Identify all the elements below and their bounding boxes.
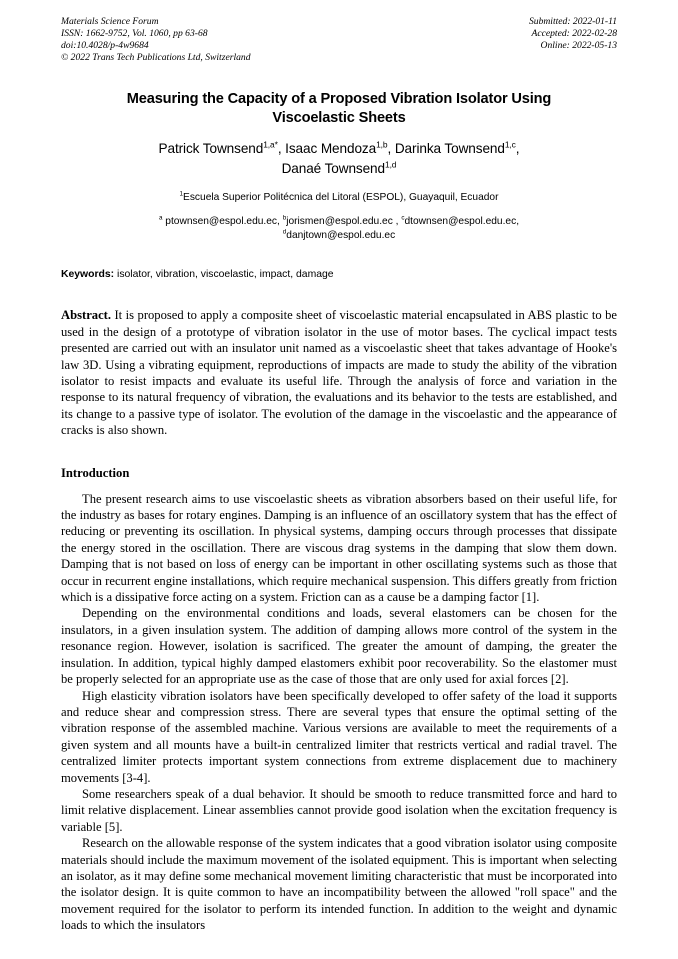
email-marker-c: c	[401, 214, 405, 222]
email-marker-b: b	[282, 214, 287, 222]
author-sep-2: , Darinka Townsend	[387, 141, 505, 157]
keywords-label: Keywords:	[61, 269, 115, 281]
author-name-1: Patrick Townsend	[158, 141, 264, 157]
author-affil-marker-1: 1,a*	[263, 139, 278, 150]
affiliation	[61, 191, 617, 205]
journal-header	[61, 16, 617, 64]
author-affil-marker-4: 1,d	[384, 159, 397, 170]
affiliation-marker: 1	[179, 190, 184, 198]
affiliation-text: Escuela Superior Politécnica del Litoral (ESPOL), Guayaquil, Ecuador	[183, 192, 499, 204]
email-address-b[interactable]: jorismen@espol.edu.ec ,	[286, 216, 402, 228]
author-name-4: Danaé Townsend	[281, 161, 385, 177]
submitted-date: Submitted: 2022-01-11	[528, 16, 617, 27]
journal-header-left	[61, 16, 251, 64]
keywords	[61, 268, 617, 282]
paragraph: Some researchers speak of a dual behavior. It should be smooth to reduce transmitted force and hard to limit relative displacement. Linear assemblies cannot provide good isolation when the excitation frequency is variable [5].	[61, 786, 617, 834]
author-sep-1: , Isaac Mendoza	[277, 141, 377, 157]
email-address-c[interactable]: dtownsen@espol.edu.ec,	[404, 216, 520, 228]
author-affil-marker-3: 1,c	[504, 139, 516, 150]
journal-name: Materials Science Forum	[61, 16, 159, 27]
journal-doi[interactable]: doi:10.4028/p-4w9684	[61, 40, 149, 52]
abstract-text: It is proposed to apply a composite sheet of viscoelastic material encapsulated in ABS plastic to be used in the design of a prototype of vibration isolator in the use of motor bases. The cyclical impact tests presented are carried out with an insulator unit named as a viscoelastic sheet that takes advantage of Hooke's law 3D. Using a vibrating equipment, reproductions of impacts are made to study the ability of the vibration isolator to resist impacts and evaluate its useful life. Through the analysis of force and variation in the response to its natural frequency of vibration, the evaluations and its behavior to the tests are established, and its change to a passive type of isolator. The evolution of the damage in the viscoelastic and the appearance of cracks is also shown.	[61, 308, 617, 438]
authors-line-1	[61, 139, 617, 159]
online-date: Online: 2022-05-13	[540, 40, 617, 52]
author-sep-3: ,	[515, 141, 520, 157]
journal-copyright: © 2022 Trans Tech Publications Ltd, Switzerland	[61, 52, 251, 64]
section-heading-introduction: Introduction	[61, 465, 130, 480]
keywords-values: isolator, vibration, viscoelastic, impact, damage	[114, 269, 334, 281]
journal-issn-volume: ISSN: 1662-9752, Vol. 1060, pp 63-68	[61, 28, 208, 40]
page-title	[61, 90, 617, 128]
author-affil-marker-2: 1,b	[376, 139, 388, 150]
paragraph: The present research aims to use viscoelastic sheets as vibration absorbers based on their useful life, for the industry as bases for rotary engines. Damping is an influence of an oscillatory system that has the effect of reducing or preventing its oscillation. In physical systems, damping occurs through processes that dissipate the energy stored in the oscillation. There are viscous drag systems in the damping that slow them down. Damping that is not based on loss of energy can be important in other oscillating systems such as those that occur in recurrent engine installations, which require mechanical suspension. This differs greatly from friction which is a dissipative force acting on a system. Friction can as a cause be a damping factor [1].	[61, 491, 617, 605]
email-marker-d: d	[282, 228, 287, 236]
author-list	[61, 139, 617, 179]
abstract-label: Abstract.	[61, 308, 112, 323]
paragraph: High elasticity vibration isolators have been specifically developed to offer safety of the load it supports and reduce shear and compression stress. There are several types that ensure the optimal setting of the vibration response of the assembled machine. Various versions are available to meet the requirements of a given system and all mounts have a built-in centralized limiter that restricts vertical and radial travel. The centralized limiter protects important system connections from extreme displacement due to machinery movements [3-4].	[61, 688, 617, 785]
journal-header-right	[529, 16, 617, 52]
paragraph: Depending on the environmental conditions and loads, several elastomers can be chosen for the insulators, in a given insulation system. The addition of damping allows more control of the system in the resonance region. However, isolation is sacrificed. The greater the amount of damping, the greater the insulation. In addition, typical highly damped elastomers exhibit poor recoverability. So the elastomer must be properly selected for an appropriate use as the case of those that are only used for axial forces [2].	[61, 606, 617, 687]
email-address-d[interactable]: danjtown@espol.edu.ec	[286, 229, 396, 241]
title-line-1: Measuring the Capacity of a Proposed Vibration Isolator Using	[126, 91, 552, 108]
email-address-a[interactable]: ptownsen@espol.edu.ec,	[162, 216, 283, 228]
paragraph: Research on the allowable response of the system indicates that a good vibration isolator using composite materials should include the maximum movement of the isolated equipment. This is important when selecting an isolator, as it may define some mechanical movement limiting characteristic that must be incorporated into the isolator design. It is quite common to have an incompatibility between the allowed "roll space" and the movement required for the isolator to perform its intended function. In addition to the weight and dynamic loads to which the insulators	[61, 836, 617, 933]
accepted-date: Accepted: 2022-02-28	[531, 28, 617, 40]
emails-line-2	[61, 229, 617, 243]
emails-line-1	[61, 215, 617, 229]
email-marker-a: a	[158, 214, 163, 222]
abstract	[61, 307, 617, 438]
title-line-2: Viscoelastic Sheets	[272, 110, 406, 127]
introduction-body	[61, 491, 617, 934]
author-emails	[61, 215, 617, 242]
authors-line-2	[61, 159, 617, 179]
